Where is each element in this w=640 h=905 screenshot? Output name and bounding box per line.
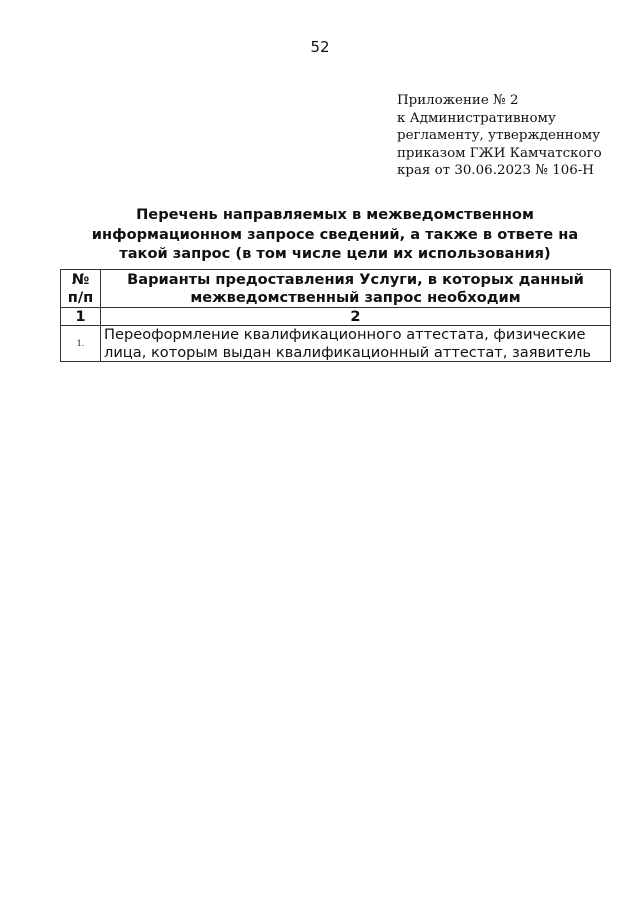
title-line: Перечень направляемых в межведомственном <box>136 206 534 223</box>
table-header-row <box>61 270 611 308</box>
appendix-line: Приложение № 2 <box>397 93 519 108</box>
appendix-line: к Административному <box>397 110 556 126</box>
requests-table <box>60 269 611 362</box>
column-number-cell: 1 <box>61 308 101 326</box>
table-row <box>61 326 611 362</box>
title-line: такой запрос (в том числе цели их использования) <box>119 245 551 262</box>
row-index: 1. <box>61 326 101 362</box>
appendix-line: приказом ГЖИ Камчатского <box>397 145 602 161</box>
column-number-row <box>61 308 611 326</box>
row-text: Переоформление квалификационного аттестата, физические лица, которым выдан квалификационный аттестат, заявитель <box>101 326 611 362</box>
column-number-cell: 2 <box>101 308 611 326</box>
appendix-line: регламенту, утвержденному <box>397 128 601 143</box>
page-number: 52 <box>310 38 330 56</box>
title-line: информационном запросе сведений, а также в ответе на <box>91 225 579 243</box>
document-title <box>40 205 630 264</box>
header-variants: Варианты предоставления Услуги, в которых данный межведомственный запрос необходим <box>101 270 611 308</box>
header-number: № п/п <box>61 270 101 308</box>
appendix-line: края от 30.06.2023 № 106-Н <box>397 163 594 178</box>
appendix-reference <box>397 92 632 180</box>
